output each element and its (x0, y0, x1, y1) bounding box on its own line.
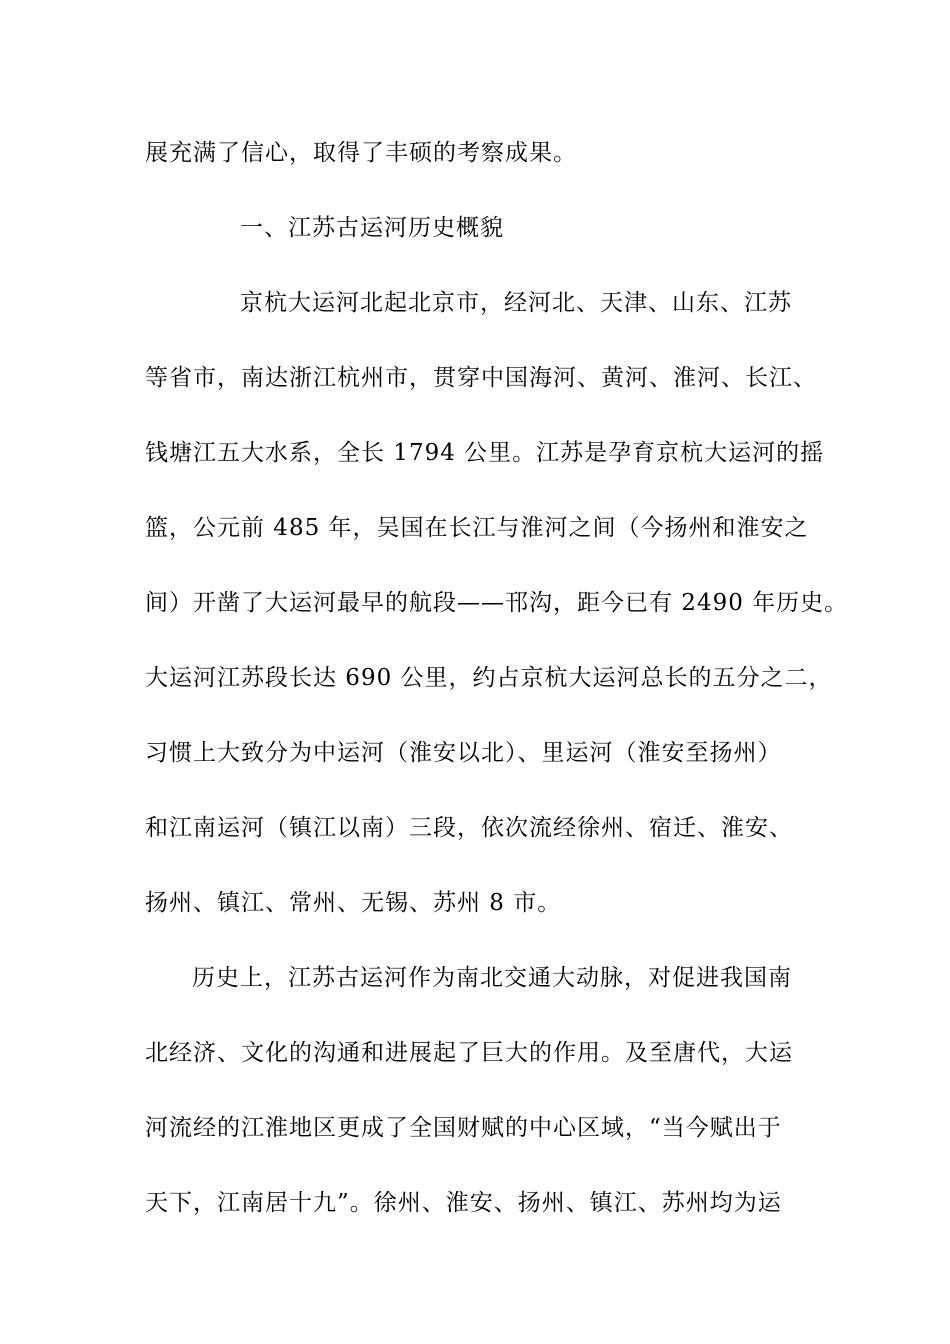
text-line-13: 北经济、文化的沟通和进展起了巨大的作用。及至唐代，大运 (145, 1040, 793, 1066)
text-line-6: 篮，公元前 485 年，吴国在长江与淮河之间（今扬州和淮安之 (145, 515, 809, 541)
section-heading: 一、江苏古运河历史概貌 (240, 215, 504, 241)
text-line-10: 和江南运河（镇江以南）三段，依次流经徐州、宿迁、淮安、 (145, 815, 793, 841)
text-line-4: 等省市，南达浙江杭州市，贯穿中国海河、黄河、淮河、长江、 (145, 365, 817, 391)
text-line-12: 历史上，江苏古运河作为南北交通大动脉，对促进我国南 (192, 965, 792, 991)
text-line-11: 扬州、镇江、常州、无锡、苏州 8 市。 (145, 890, 562, 916)
text-line-5: 钱塘江五大水系，全长 1794 公里。江苏是孕育京杭大运河的摇 (145, 440, 825, 466)
text-line-7: 间）开凿了大运河最早的航段——邗沟，距今已有 2490 年历史。 (145, 590, 849, 616)
text-line-8: 大运河江苏段长达 690 公里，约占京杭大运河总长的五分之二， (145, 665, 833, 691)
text-line-15: 天下，江南居十九”。徐州、淮安、扬州、镇江、苏州均为运 (145, 1190, 782, 1216)
text-line-9: 习惯上大致分为中运河（淮安以北）、里运河（淮安至扬州） (145, 740, 782, 766)
text-line-14: 河流经的江淮地区更成了全国财赋的中心区域，“当今赋出于 (145, 1115, 782, 1141)
text-line-1: 展充满了信心，取得了丰硕的考察成果。 (145, 140, 577, 166)
text-line-3: 京杭大运河北起北京市，经河北、天津、山东、江苏 (240, 290, 792, 316)
